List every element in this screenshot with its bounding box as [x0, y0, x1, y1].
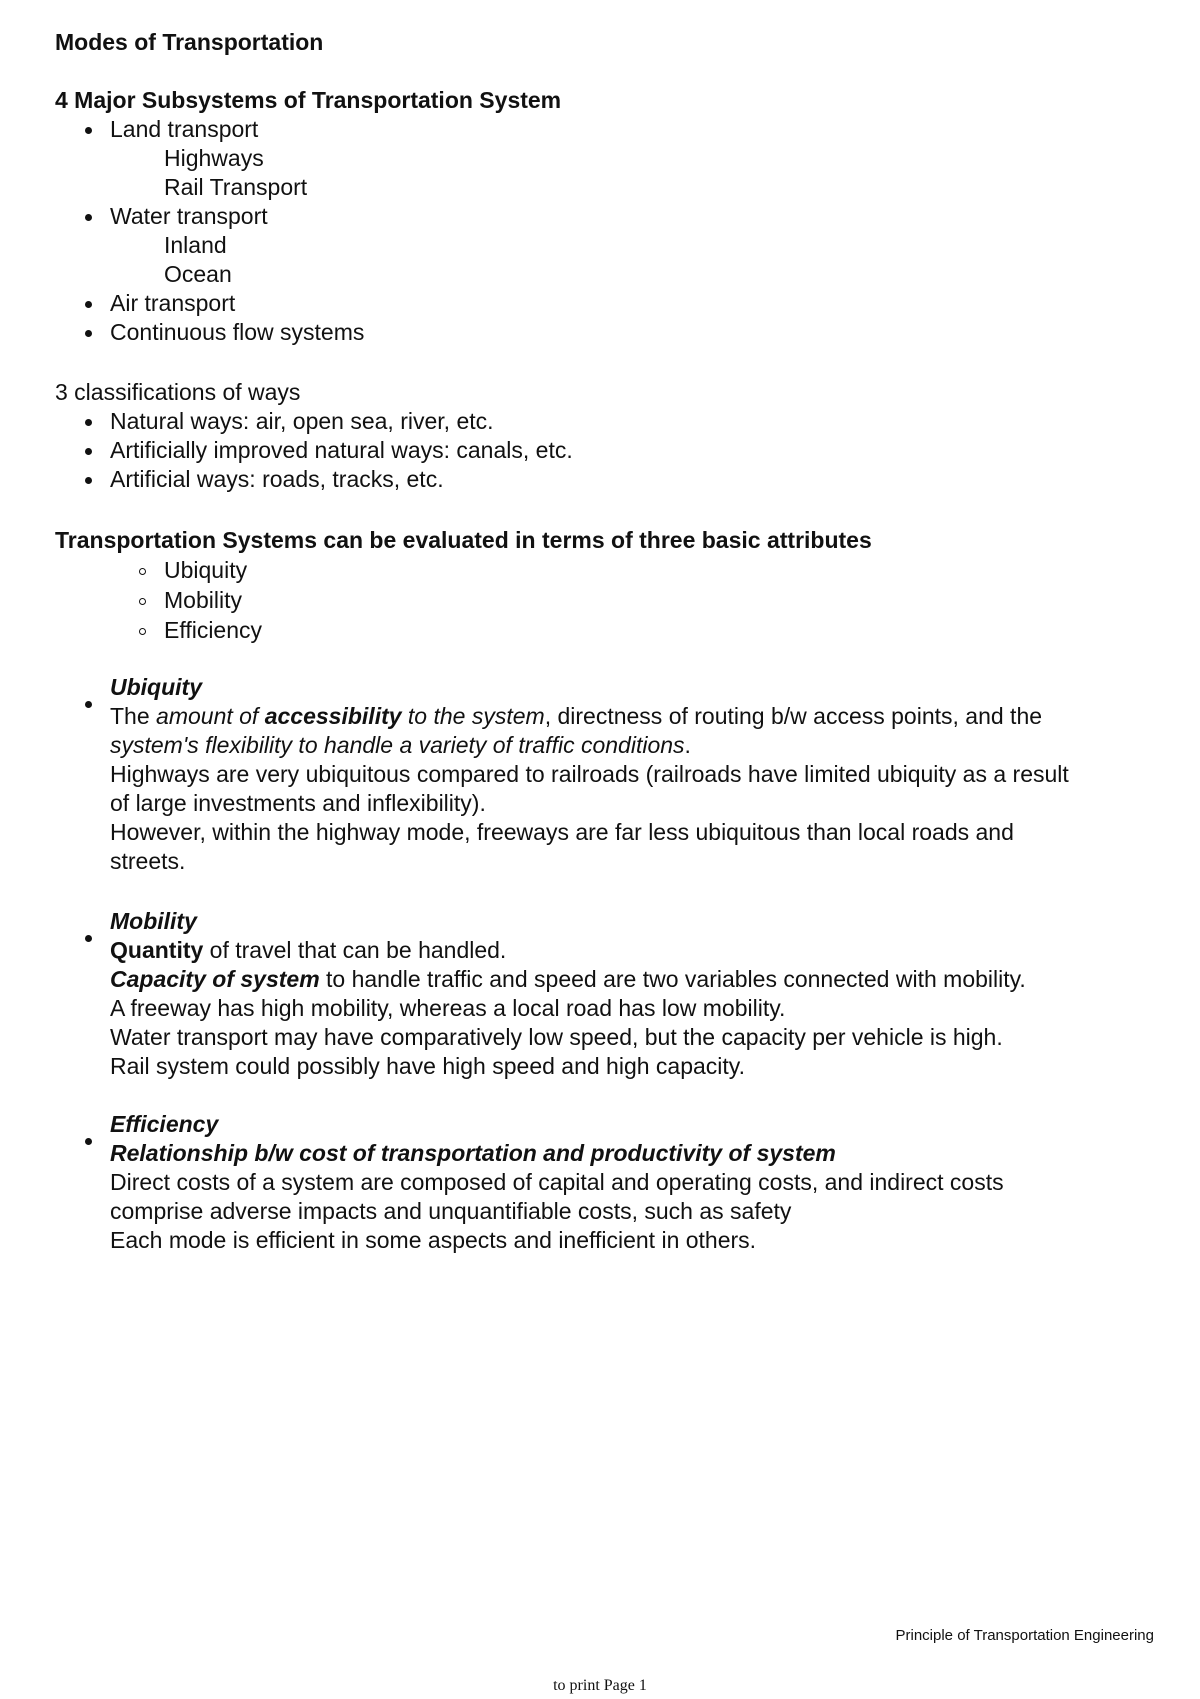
list-item-rail: Rail Transport [164, 174, 308, 200]
ubiquity-line-2: system's flexibility to handle a variety of traffic conditions. [110, 732, 691, 758]
bullet-icon [85, 1138, 92, 1145]
mobility-line-5: Rail system could possibly have high speed and high capacity. [110, 1053, 745, 1079]
list-item-highways: Highways [164, 145, 264, 171]
list-item-natural: Natural ways: air, open sea, river, etc. [110, 408, 494, 434]
bullet-icon [85, 330, 92, 337]
ubiquity-line-1: The amount of accessibility to the system, directness of routing b/w access points, and the [110, 703, 1043, 729]
list-item-water: Water transport [110, 203, 268, 229]
list-item-inland: Inland [164, 232, 227, 258]
mobility-line-4: Water transport may have comparatively low speed, but the capacity per vehicle is high. [110, 1024, 1003, 1050]
bullet-icon [85, 701, 92, 708]
page-title: Modes of Transportation [55, 29, 324, 55]
circle-bullet-icon [139, 598, 146, 605]
efficiency-line-3: comprise adverse impacts and unquantifiable costs, such as safety [110, 1198, 792, 1224]
list-item-ocean: Ocean [164, 261, 232, 287]
circle-bullet-icon [139, 568, 146, 575]
ubiquity-line-6: streets. [110, 848, 186, 874]
subsystems-heading: 4 Major Subsystems of Transportation System [55, 87, 562, 113]
ubiquity-line-4: of large investments and inflexibility). [110, 790, 486, 816]
ubiquity-title: Ubiquity [110, 674, 202, 700]
list-item-air: Air transport [110, 290, 236, 316]
attributes-heading: Transportation Systems can be evaluated in terms of three basic attributes [55, 527, 872, 553]
list-item-land: Land transport [110, 116, 259, 142]
circle-bullet-icon [139, 628, 146, 635]
ubiquity-line-5: However, within the highway mode, freeways are far less ubiquitous than local roads and [110, 819, 1014, 845]
footer-course-name: Principle of Transportation Engineering [895, 1627, 1154, 1644]
bullet-icon [85, 214, 92, 221]
list-item-improved: Artificially improved natural ways: canals, etc. [110, 437, 573, 463]
bullet-icon [85, 301, 92, 308]
efficiency-line-4: Each mode is efficient in some aspects and inefficient in others. [110, 1227, 757, 1253]
bullet-icon [85, 448, 92, 455]
efficiency-line-1: Relationship b/w cost of transportation and productivity of system [110, 1140, 836, 1166]
attribute-item: Ubiquity [164, 557, 248, 583]
efficiency-title: Efficiency [110, 1111, 219, 1137]
mobility-line-1: Quantity of travel that can be handled. [110, 937, 507, 963]
list-item-flow: Continuous flow systems [110, 319, 365, 345]
mobility-title: Mobility [110, 908, 197, 934]
attribute-item: Efficiency [164, 617, 263, 643]
attribute-item: Mobility [164, 587, 242, 613]
list-item-artificial: Artificial ways: roads, tracks, etc. [110, 466, 444, 492]
bullet-icon [85, 419, 92, 426]
footer-page-number: to print Page 1 [553, 1677, 647, 1694]
mobility-line-3: A freeway has high mobility, whereas a local road has low mobility. [110, 995, 786, 1021]
efficiency-line-2: Direct costs of a system are composed of capital and operating costs, and indirect costs [110, 1169, 1004, 1195]
ubiquity-line-3: Highways are very ubiquitous compared to railroads (railroads have limited ubiquity as a result [110, 761, 1069, 787]
ways-heading: 3 classifications of ways [55, 379, 301, 405]
bullet-icon [85, 935, 92, 942]
bullet-icon [85, 127, 92, 134]
mobility-line-2: Capacity of system to handle traffic and speed are two variables connected with mobility. [110, 966, 1026, 992]
bullet-icon [85, 477, 92, 484]
